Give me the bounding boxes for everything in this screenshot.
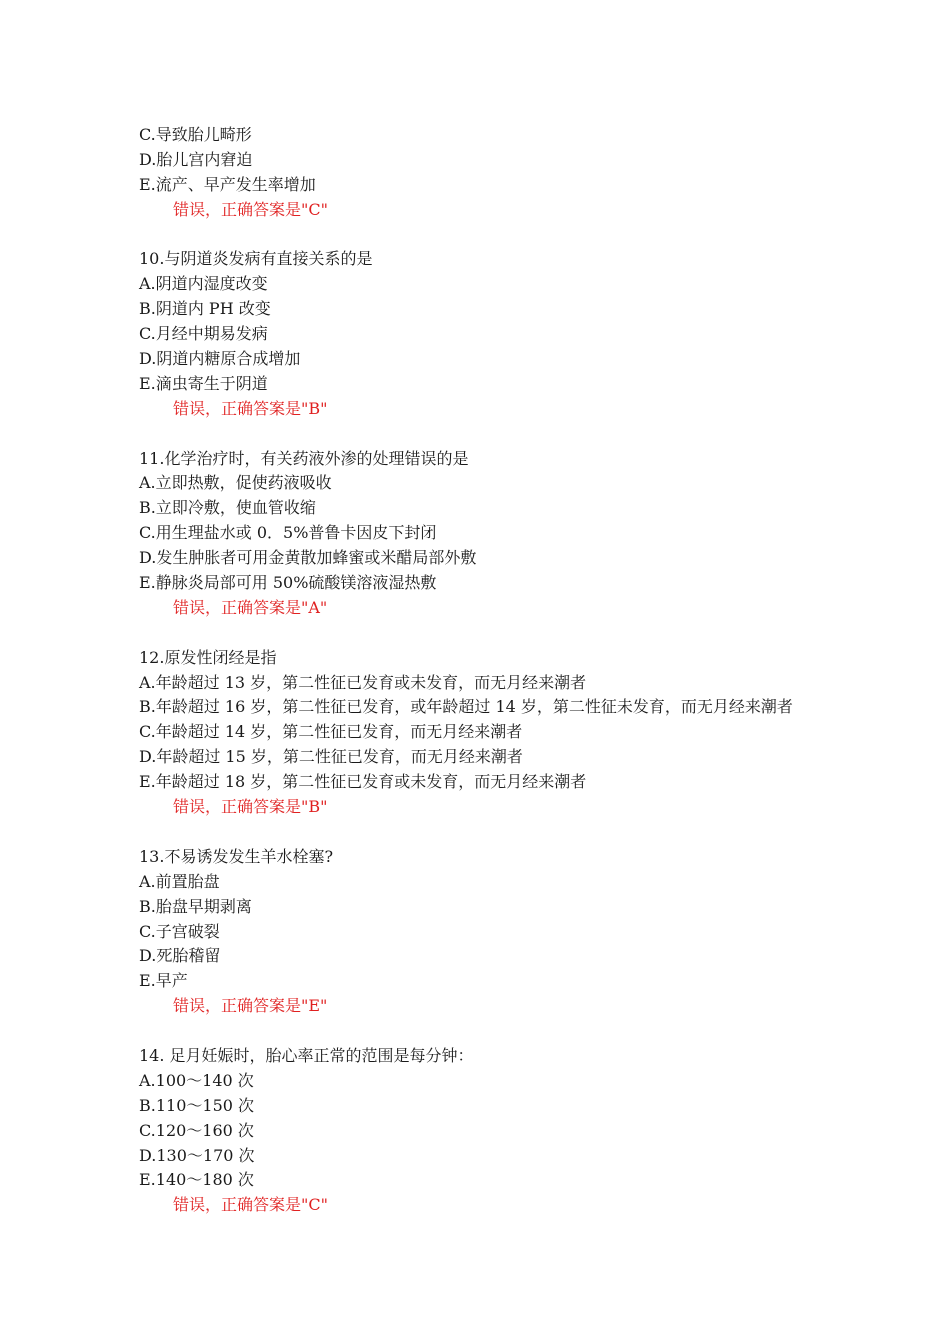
option-e: E.流产、早产发生率增加 [139, 174, 316, 194]
option-b: B.胎盘早期剥离 [139, 896, 252, 916]
question-text: 14. 足月妊娠时，胎心率正常的范围是每分钟： [139, 1045, 474, 1065]
answer-feedback: 错误，正确答案是"E" [173, 996, 328, 1016]
question-text: 11.化学治疗时，有关药液外渗的处理错误的是 [139, 448, 469, 468]
option-e: E.140～180 次 [139, 1170, 254, 1190]
option-e: E.早产 [139, 971, 188, 991]
option-e: E.静脉炎局部可用 50%硫酸镁溶液湿热敷 [139, 573, 437, 593]
option-b: B.阴道内 PH 改变 [139, 299, 271, 319]
spacer [139, 820, 929, 845]
answer-feedback: 错误，正确答案是"C" [173, 1195, 328, 1215]
option-a: A.阴道内湿度改变 [139, 274, 268, 294]
option-a: A.100～140 次 [139, 1070, 254, 1090]
option-e: E.年龄超过 18 岁，第二性征已发育或未发育，而无月经来潮者 [139, 772, 587, 792]
option-b: B.110～150 次 [139, 1095, 255, 1115]
question-10 [139, 247, 929, 421]
question-text: 12.原发性闭经是指 [139, 647, 277, 667]
spacer [139, 422, 929, 447]
option-e: E.滴虫寄生于阴道 [139, 373, 268, 393]
option-d: D.死胎稽留 [139, 946, 221, 966]
option-b: B.立即冷敷，使血管收缩 [139, 498, 316, 518]
question-12 [139, 646, 929, 820]
option-c: C.用生理盐水或 0．5%普鲁卡因皮下封闭 [139, 523, 437, 543]
question-14 [139, 1044, 929, 1218]
option-d: D.发生肿胀者可用金黄散加蜂蜜或米醋局部外敷 [139, 548, 477, 568]
option-c: C.导致胎儿畸形 [139, 125, 252, 144]
option-c: C.子宫破裂 [139, 921, 220, 941]
question-11 [139, 447, 929, 621]
option-d: D.阴道内糖原合成增加 [139, 349, 301, 369]
question-text: 10.与阴道炎发病有直接关系的是 [139, 249, 373, 269]
spacer [139, 1019, 929, 1044]
spacer [139, 223, 929, 248]
option-d: D.年龄超过 15 岁，第二性征已发育，而无月经来潮者 [139, 747, 523, 767]
option-a: A.前置胎盘 [139, 871, 220, 891]
option-d: D.胎儿宫内窘迫 [139, 149, 253, 169]
spacer [139, 621, 929, 646]
option-c: C.120～160 次 [139, 1120, 254, 1140]
option-a: A.立即热敷，促使药液吸收 [139, 473, 332, 493]
question-13 [139, 845, 929, 1019]
option-b: B.年龄超过 16 岁，第二性征已发育，或年龄超过 14 岁，第二性征未发育，而无月经来潮者 [139, 697, 793, 717]
option-c: C.月经中期易发病 [139, 324, 268, 344]
option-d: D.130～170 次 [139, 1145, 255, 1165]
question-9-tail [139, 123, 929, 223]
answer-feedback: 错误，正确答案是"B" [173, 797, 328, 817]
option-c: C.年龄超过 14 岁，第二性征已发育，而无月经来潮者 [139, 722, 523, 742]
answer-feedback: 错误，正确答案是"C" [173, 199, 328, 219]
answer-feedback: 错误，正确答案是"A" [173, 597, 328, 617]
document-page [139, 123, 929, 1218]
answer-feedback: 错误，正确答案是"B" [173, 398, 328, 418]
question-text: 13.不易诱发发生羊水栓塞? [139, 846, 334, 866]
option-a: A.年龄超过 13 岁，第二性征已发育或未发育，而无月经来潮者 [139, 672, 587, 692]
